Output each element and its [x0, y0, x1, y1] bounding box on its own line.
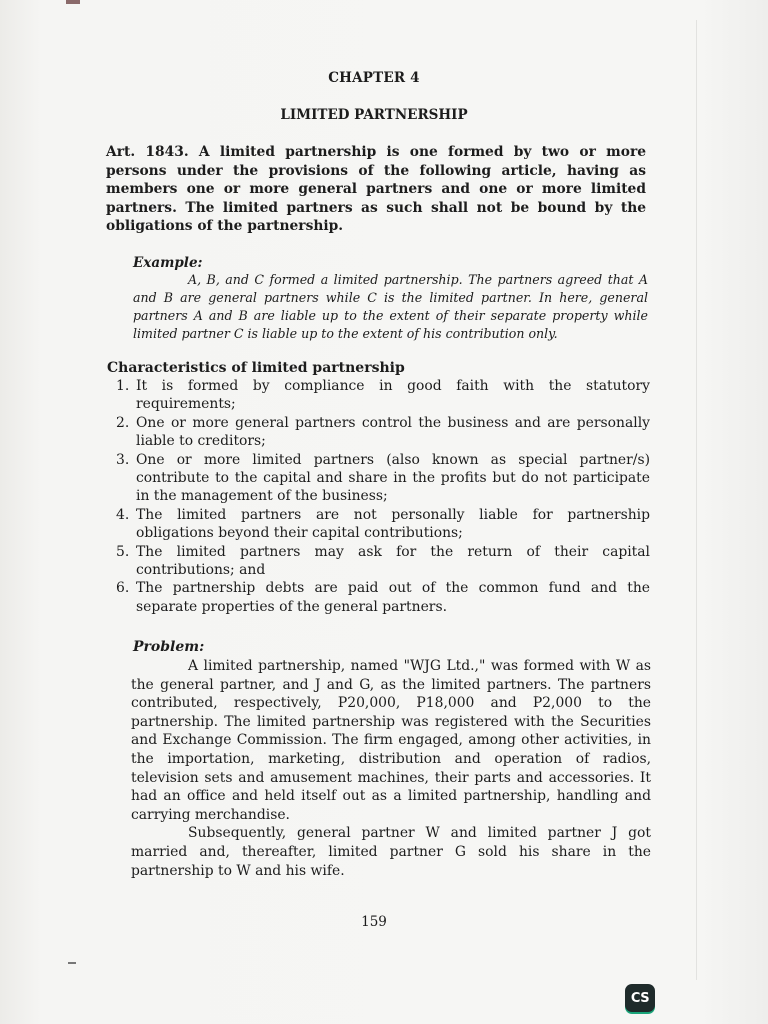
characteristics-heading: Characteristics of limited partnership	[107, 360, 405, 376]
chapter-number: CHAPTER 4	[328, 70, 420, 86]
list-item-number: 1.	[116, 378, 130, 394]
list-item-text: It is formed by compliance in good faith with the statutory requirements;	[136, 378, 650, 413]
list-item	[116, 543, 650, 580]
list-item-text: The limited partners may ask for the return of their capital contributions; and	[136, 543, 650, 579]
example-label: Example:	[133, 255, 203, 271]
scan-edge-mark	[68, 962, 76, 964]
list-item-text: The partnership debts are paid out of the common fund and the separate properties of the general partners.	[136, 580, 650, 615]
logo-text: CS	[630, 990, 650, 1006]
example-text: A, B, and C formed a limited partnership. The partners agreed that A and B are general partners while C is the limited partner. In here, general partners A and B are liable up to the extent of their separate property while limited partner C is liable up to the extent of his contribution only.	[133, 272, 648, 341]
chapter-title: LIMITED PARTNERSHIP	[280, 107, 468, 123]
list-item-number: 4.	[116, 506, 130, 523]
characteristics-list	[116, 377, 650, 616]
list-item	[116, 377, 650, 414]
article-text: Art. 1843. A limited partnership is one formed by two or more persons under the provisions of the following article, having as members one or more general partners and one or more limited partners. The limited partners as such shall not be bound by the obligations of the partnership.	[106, 144, 646, 235]
problem-paragraph: Subsequently, general partner W and limited partner J got married and, thereafter, limited partner G sold his share in the partnership to W and his wife.	[131, 825, 651, 879]
list-item	[116, 506, 650, 543]
problem-paragraph: A limited partnership, named "WJG Ltd.," was formed with W as the general partner, and J and G, as the limited partners. The partners contributed, respectively, P20,000, P18,000 and P2,000 to the partnership. The limited partnership was registered with the Securities and Exchange Commission. The firm engaged, among other activities, in the importation, marketing, distribution and operation of radios, television sets and amusement machines, their parts and accessories. It had an office and held itself out as a limited partnership, handling and carrying merchandise.	[131, 658, 651, 823]
list-item-number: 3.	[116, 451, 130, 468]
scan-edge-mark	[66, 0, 80, 4]
list-item-text: One or more general partners control the business and are personally liable to creditors;	[136, 414, 650, 450]
page-number: 159	[361, 914, 387, 930]
list-item-number: 2.	[116, 414, 130, 431]
page-edge-line	[696, 20, 697, 980]
list-item-number: 6.	[116, 580, 130, 597]
list-item	[116, 579, 650, 616]
list-item	[116, 451, 650, 506]
problem-text	[131, 657, 651, 880]
camscanner-logo-icon	[625, 984, 655, 1012]
list-item	[116, 414, 650, 451]
list-item-number: 5.	[116, 543, 130, 560]
list-item-text: One or more limited partners (also known as special partner/s) contribute to the capital and share in the profits but do not participate in the management of the business;	[136, 451, 650, 505]
list-item-text: The limited partners are not personally liable for partnership obligations beyond their capital contributions;	[136, 506, 650, 542]
problem-label: Problem:	[133, 639, 205, 655]
